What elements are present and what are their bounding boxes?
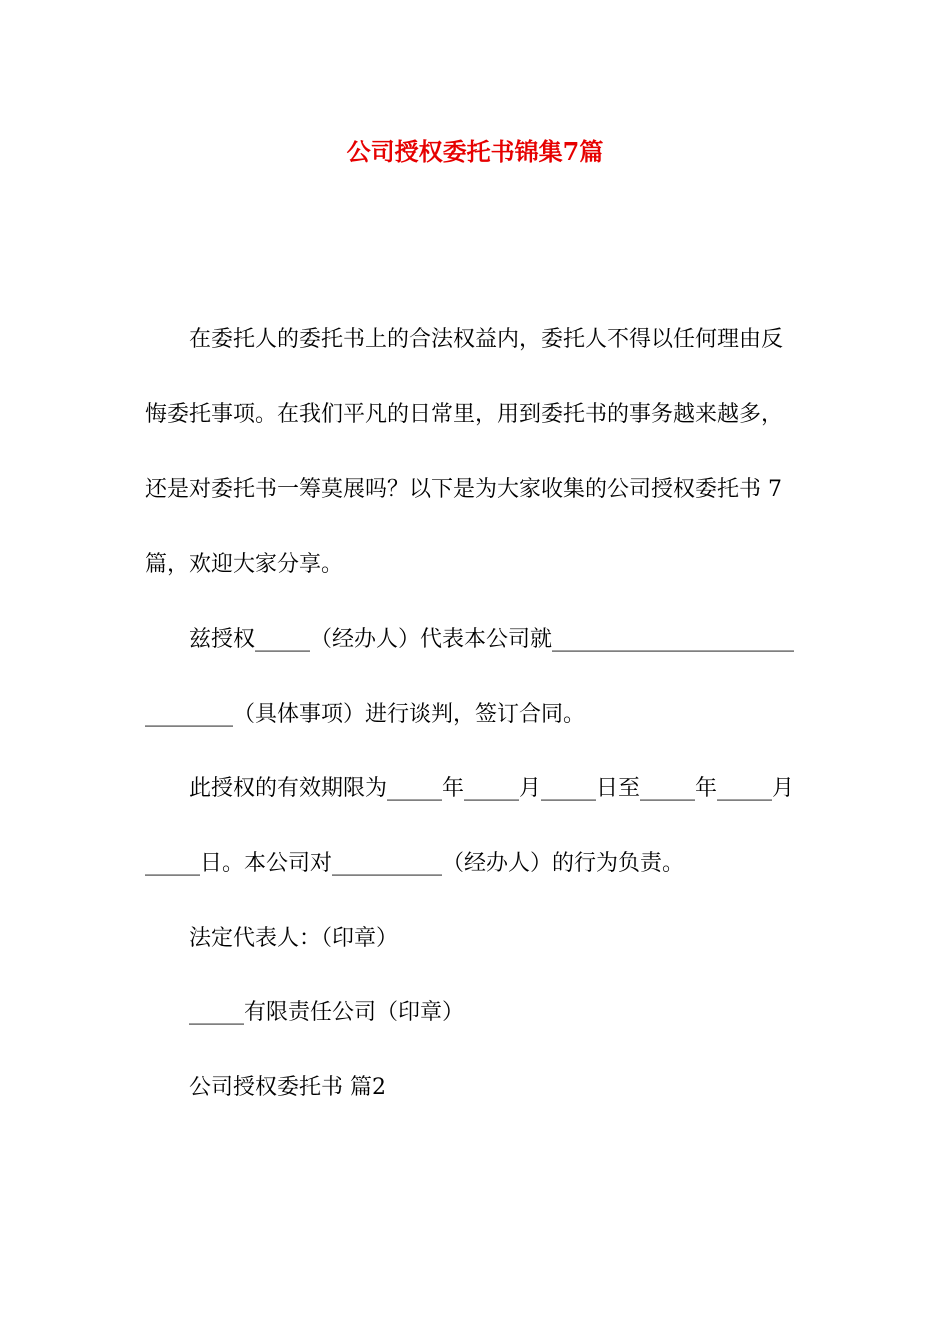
- authorization-line-2: ________（具体事项）进行谈判，签订合同。: [145, 702, 586, 727]
- document-title: 公司授权委托书锦集7篇: [346, 137, 604, 166]
- paragraph-1-line-3: 还是对委托书一筹莫展吗？以下是为大家收集的公司授权委托书 7: [145, 477, 782, 502]
- paragraph-1-line-1: 在委托人的委托书上的合法权益内，委托人不得以任何理由反: [189, 327, 784, 352]
- company-seal-line: _____有限责任公司（印章）: [189, 1000, 465, 1025]
- paragraph-1-line-2: 悔委托事项。在我们平凡的日常里，用到委托书的事务越来越多，: [145, 402, 784, 427]
- validity-line-2: _____日。本公司对__________（经办人）的行为负责。: [145, 851, 685, 876]
- validity-line-1: 此授权的有效期限为_____年_____月_____日至_____年_____月: [189, 776, 795, 801]
- authorization-line-1: 兹授权_____（经办人）代表本公司就______________________: [189, 627, 795, 652]
- section-2-heading: 公司授权委托书 篇2: [189, 1075, 386, 1100]
- paragraph-1-line-4: 篇，欢迎大家分享。: [145, 552, 344, 577]
- legal-representative-line: 法定代表人：（印章）: [189, 926, 399, 951]
